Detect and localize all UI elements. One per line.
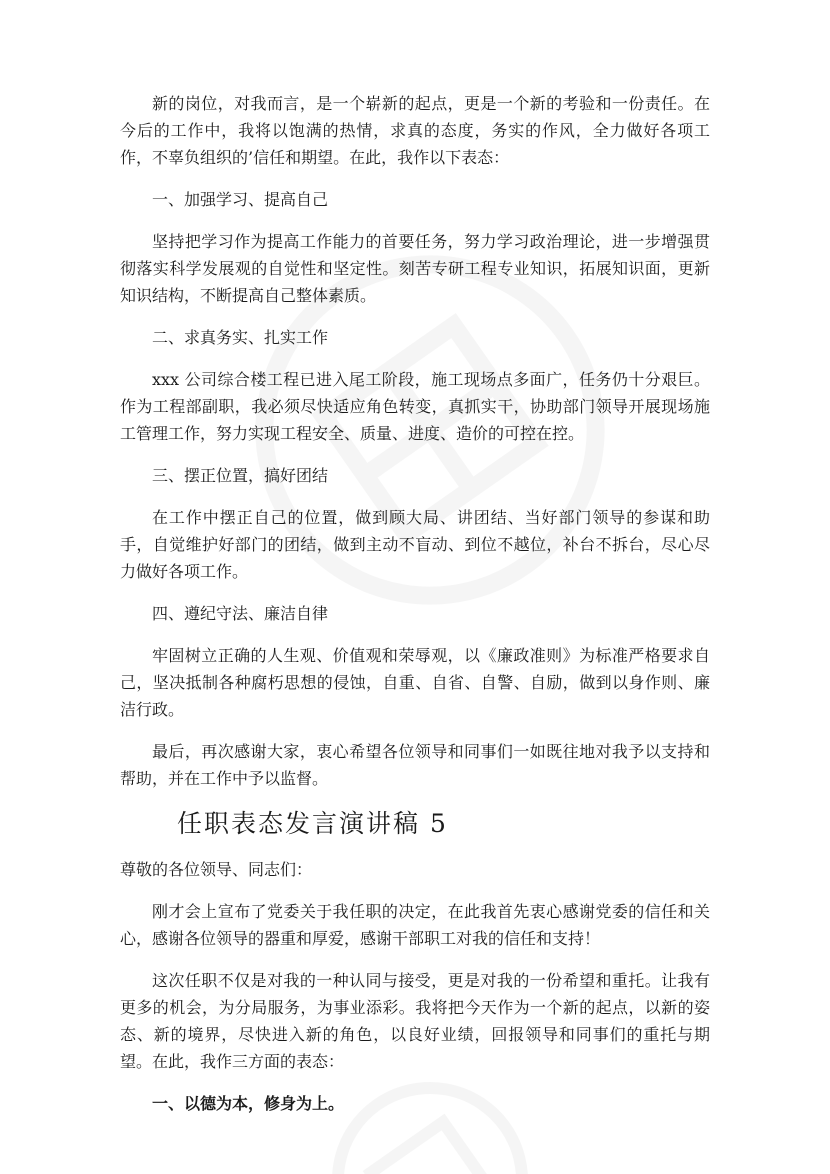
section2-body: xxx 公司综合楼工程已进入尾工阶段，施工现场点多面广，任务仍十分艰巨。作为工程部副职，我必须尽快适应角色转变，真抓实干，协助部门领导开展现场施工管理工作，努力实现工程安全、质量、进度、造价的可控在控。 bbox=[120, 370, 710, 443]
speech5-title: 任职表态发言演讲稿 5 bbox=[177, 809, 448, 838]
document-body bbox=[120, 90, 710, 1117]
section4-heading: 四、遵纪守法、廉洁自律 bbox=[152, 604, 329, 623]
speech5-paragraph-1: 刚才会上宣布了党委关于我任职的决定，在此我首先衷心感谢党委的信任和关心，感谢各位领导的器重和厚爱，感谢干部职工对我的信任和支持！ bbox=[120, 902, 710, 948]
speech5-section1-heading: 一、以德为本，修身为上。 bbox=[152, 1094, 345, 1113]
speech5-paragraph-2: 这次任职不仅是对我的一种认同与接受，更是对我的一份希望和重托。让我有更多的机会，为分局服务，为事业添彩。我将把今天作为一个新的起点，以新的姿态、新的境界，尽快进入新的角色，以良好业绩，回报领导和同事们的重托与期望。在此，我作三方面的表态： bbox=[120, 971, 710, 1071]
closing-paragraph: 最后，再次感谢大家，衷心希望各位领导和同事们一如既往地对我予以支持和帮助，并在工作中予以监督。 bbox=[120, 742, 710, 788]
section1-heading: 一、加强学习、提高自己 bbox=[152, 190, 329, 209]
section4-body: 牢固树立正确的人生观、价值观和荣辱观，以《廉政准则》为标准严格要求自己，坚决抵制各种腐朽思想的侵蚀，自重、自省、自警、自励，做到以身作则、廉洁行政。 bbox=[120, 646, 710, 719]
section1-body: 坚持把学习作为提高工作能力的首要任务，努力学习政治理论，进一步增强贯彻落实科学发展观的自觉性和坚定性。刻苦专研工程专业知识，拓展知识面，更新知识结构，不断提高自己整体素质。 bbox=[120, 232, 710, 305]
section3-body: 在工作中摆正自己的位置，做到顾大局、讲团结、当好部门领导的参谋和助手，自觉维护好部门的团结，做到主动不盲动、到位不越位，补台不拆台，尽心尽力做好各项工作。 bbox=[120, 508, 710, 581]
intro-paragraph: 新的岗位，对我而言，是一个崭新的起点，更是一个新的考验和一份责任。在今后的工作中，我将以饱满的热情，求真的态度，务实的作风，全力做好各项工作，不辜负组织的’信任和期望。在此，我作以下表态： bbox=[120, 94, 710, 167]
section2-heading: 二、求真务实、扎实工作 bbox=[152, 328, 329, 347]
speech5-salutation: 尊敬的各位领导、同志们： bbox=[120, 860, 313, 879]
section3-heading: 三、摆正位置，搞好团结 bbox=[152, 466, 329, 485]
